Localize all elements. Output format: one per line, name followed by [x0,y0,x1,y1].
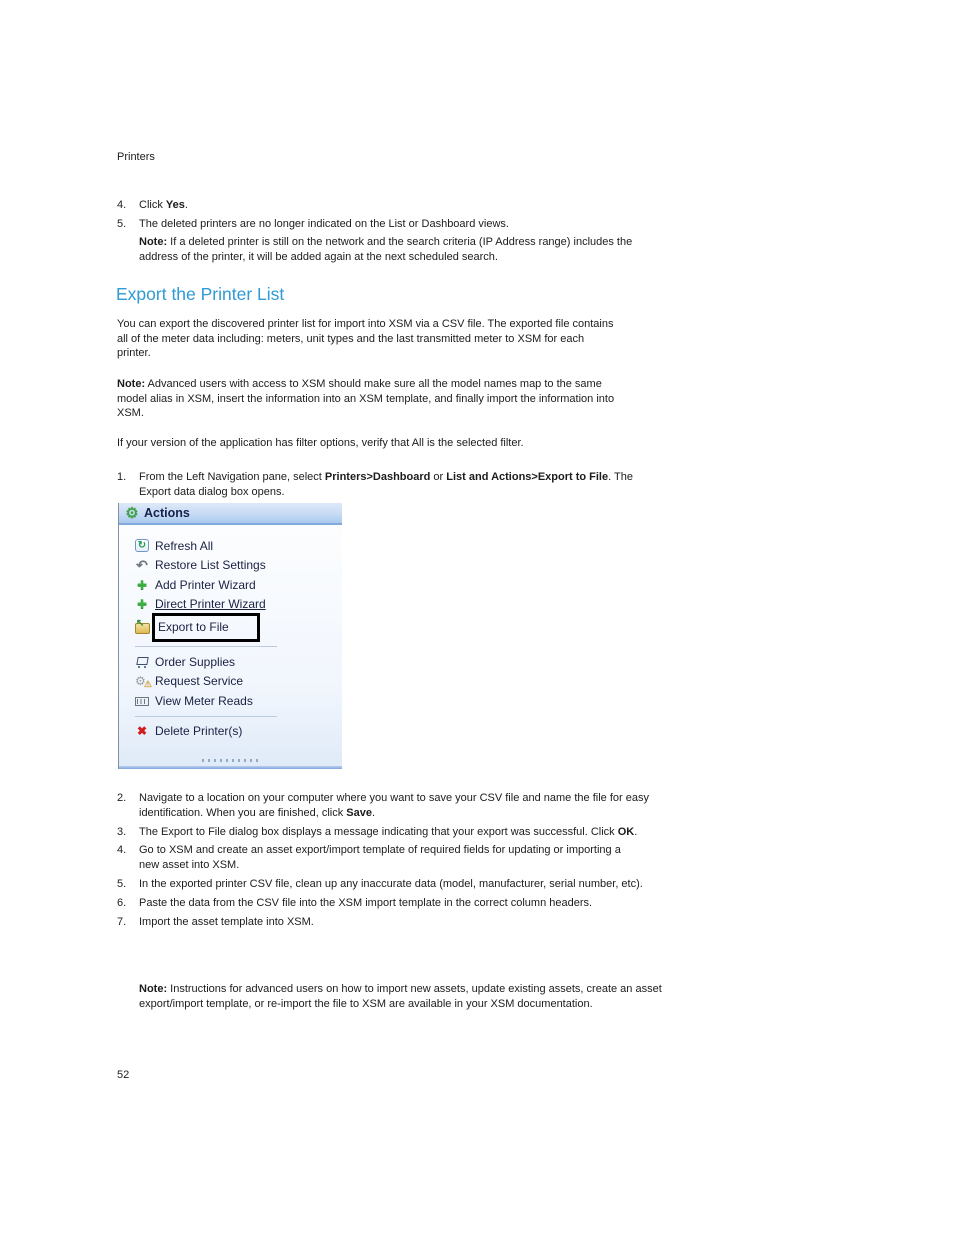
step-number: 7. [117,915,127,928]
note-paragraph: Note: Instructions for advanced users on how to import new assets, update existing assets, create an asset export/import template, or re-import the file to XSM are available in your XSM documentation. [139,983,662,1010]
actions-pane-title: Actions [144,506,190,520]
action-direct-printer-wizard[interactable] [135,595,342,615]
list-item-number: 5. [117,217,127,230]
intro-paragraph: You can export the discovered printer list for import into XSM via a CSV file. The exported file contains all of the meter data including: meters, unit types and the last transmitted meter to XSM for each printer. [117,318,614,360]
action-request-service[interactable] [135,672,342,692]
action-label: Delete Printer(s) [155,724,243,739]
action-label: Order Supplies [155,654,236,669]
gear-icon [124,505,140,521]
step-item [117,915,669,930]
delete-icon [135,724,149,739]
step-number: 2. [117,792,127,804]
step-text: In the exported printer CSV file, clean up any inaccurate data (model, manufacturer, serial number, etc). [139,878,643,891]
step-item [117,825,669,840]
export-icon [135,621,149,636]
running-header: Printers [117,151,155,163]
step-text: Import the asset template into XSM. [139,915,314,928]
cart-icon [135,654,149,669]
actions-pane-body [119,525,342,741]
refresh-icon [135,539,149,552]
step-item [117,791,669,820]
list-item [117,217,645,265]
step-item [117,843,669,872]
note-paragraph: Note: Advanced users with access to XSM should make sure all the model names map to the same model alias in XSM, insert the information into an XSM template, and finally import the information into XSM. [117,378,615,420]
actions-pane-header [119,503,342,525]
action-label: Add Printer Wizard [155,577,256,592]
section-title: Export the Printer List [116,284,285,304]
action-add-printer-wizard[interactable] [135,575,342,595]
step-list [117,470,669,504]
list-item-text: Click Yes. [139,199,188,211]
action-label: Refresh All [155,538,214,553]
action-order-supplies[interactable] [135,652,342,672]
meter-icon [135,697,149,706]
step-text: Go to XSM and create an asset export/import template of required fields for updating or importing a new asset into XSM. [139,844,621,872]
step-list [117,791,669,934]
service-icon [135,674,149,689]
step-number: 3. [117,825,127,838]
note-paragraph: Note: If a deleted printer is still on the network and the search criteria (IP Address range) includes the address of the printer, it will be added again at the next scheduled search. [139,236,633,264]
action-restore-list-settings[interactable] [135,556,342,576]
step-text: Paste the data from the CSV file into the XSM import template in the correct column headers. [139,896,593,909]
step-number: 1. [117,471,127,483]
step-item [117,877,669,892]
separator [135,646,277,647]
list-item-number: 4. [117,199,127,211]
step-number: 4. [117,844,127,857]
add-icon [135,597,149,612]
action-label: Request Service [155,674,244,689]
action-label: Export to File [158,620,229,634]
list-item-text: The deleted printers are no longer indicated on the List or Dashboard views. [139,217,509,230]
page-number: 52 [117,1069,130,1081]
resize-grip[interactable] [202,759,260,762]
restore-icon [135,558,149,573]
step-item [117,470,669,499]
pre-step-list [117,198,645,269]
step-item [117,896,669,911]
action-label: Direct Printer Wizard [155,597,266,612]
step-number: 5. [117,878,127,891]
action-label: View Meter Reads [155,693,253,708]
step-number: 6. [117,896,127,909]
action-view-meter-reads[interactable] [135,691,342,711]
actions-pane [118,503,342,769]
step-text: From the Left Navigation pane, select Printers>Dashboard or List and Actions>Export to File. The Export data dialog box opens. [139,471,633,498]
action-delete-printers[interactable] [135,722,342,742]
highlight-box [152,613,260,642]
add-icon [135,577,149,592]
filter-paragraph: If your version of the application has filter options, verify that All is the selected filter. [117,437,524,449]
list-item [117,198,645,213]
separator [135,716,277,717]
step-text: The Export to File dialog box displays a message indicating that your export was successful. Click OK. [139,825,638,838]
step-text: Navigate to a location on your computer where you want to save your CSV file and name the file for easy identification. When you are finished, click Save. [139,792,649,819]
action-label: Restore List Settings [155,558,266,573]
action-refresh-all[interactable] [135,536,342,556]
action-export-to-file[interactable] [135,614,342,641]
